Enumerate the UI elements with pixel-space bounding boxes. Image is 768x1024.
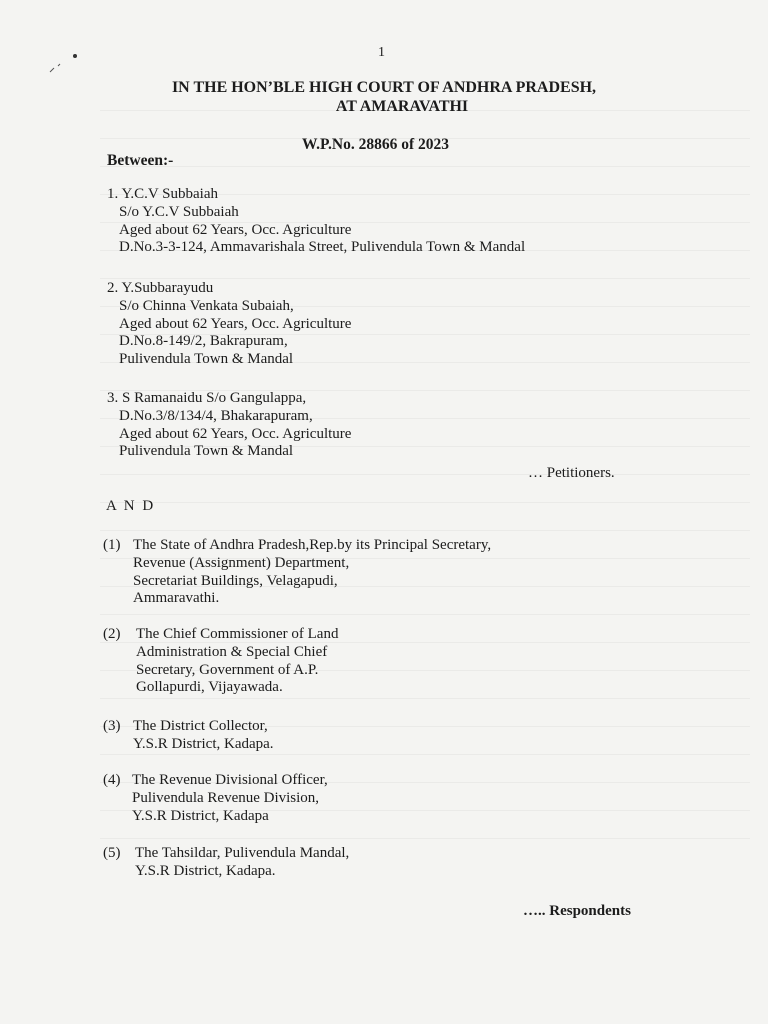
petitioner-2-line-3: Aged about 62 Years, Occ. Agriculture <box>119 315 352 332</box>
respondent-1-number: (1) <box>103 537 121 553</box>
court-title-line1: IN THE HON’BLE HIGH COURT OF ANDHRA PRADESH, <box>171 79 597 96</box>
case-number: W.P.No. 28866 of 2023 <box>302 136 449 153</box>
respondent-2-number: (2) <box>103 626 121 642</box>
respondent-1-line-1: The State of Andhra Pradesh,Rep.by its Principal Secretary, <box>133 537 492 553</box>
court-title-line2: AT AMARAVATHI <box>335 98 469 115</box>
respondent-4-line-2: Pulivendula Revenue Division, <box>132 789 320 806</box>
petitioner-3-line-3: Aged about 62 Years, Occ. Agriculture <box>119 425 352 442</box>
petitioner-2-line-5: Pulivendula Town & Mandal <box>119 351 294 368</box>
respondent-3-number: (3) <box>103 718 121 734</box>
petitioner-3-line-4: Pulivendula Town & Mandal <box>119 443 294 460</box>
respondent-2-line-3: Secretary, Government of A.P. <box>136 661 319 678</box>
page-number: 1 <box>378 45 385 60</box>
petitioner-1-line-3: Aged about 62 Years, Occ. Agriculture <box>119 221 352 238</box>
petitioner-1-line-1: 1. Y.C.V Subbaiah <box>107 186 218 202</box>
respondent-3-line-1: The District Collector, <box>133 718 268 734</box>
respondent-2-line-2: Administration & Special Chief <box>136 643 328 660</box>
petitioner-3 <box>107 390 351 461</box>
respondent-1-line-3: Secretariat Buildings, Velagapudi, <box>133 572 338 589</box>
respondent-5-number: (5) <box>103 845 121 861</box>
petitioner-2-line-4: D.No.8-149/2, Bakrapuram, <box>119 333 288 350</box>
respondent-4-line-3: Y.S.R District, Kadapa <box>132 807 269 824</box>
respondents-label: ….. Respondents <box>523 903 631 919</box>
petitioner-2-line-1: 2. Y.Subbarayudu <box>107 280 214 296</box>
between-label: Between:- <box>107 152 174 169</box>
respondent-5-line-1: The Tahsildar, Pulivendula Mandal, <box>135 845 350 861</box>
respondent-3-line-2: Y.S.R District, Kadapa. <box>133 735 274 752</box>
petitioner-3-line-1: 3. S Ramanaidu S/o Gangulappa, <box>107 390 307 406</box>
petitioners-label: … Petitioners. <box>528 465 615 481</box>
respondent-4-number: (4) <box>103 772 121 788</box>
respondent-1-line-4: Ammaravathi. <box>133 590 220 607</box>
and-label: A N D <box>106 498 156 514</box>
respondent-2-line-4: Gollapurdi, Vijayawada. <box>136 679 283 696</box>
petitioner-1-line-2: S/o Y.C.V Subbaiah <box>119 203 239 220</box>
petitioner-2 <box>107 280 351 369</box>
respondent-5-line-2: Y.S.R District, Kadapa. <box>135 862 276 879</box>
petitioner-3-line-2: D.No.3/8/134/4, Bhakarapuram, <box>119 407 313 424</box>
respondent-1-line-2: Revenue (Assignment) Department, <box>133 554 350 571</box>
respondent-4-line-1: The Revenue Divisional Officer, <box>132 772 328 788</box>
petitioner-1 <box>107 186 525 257</box>
ink-mark <box>44 50 84 80</box>
petitioner-2-line-2: S/o Chinna Venkata Subaiah, <box>119 297 294 314</box>
respondent-2-line-1: The Chief Commissioner of Land <box>136 626 339 642</box>
petitioner-1-line-4: D.No.3-3-124, Ammavarishala Street, Pulivendula Town & Mandal <box>119 239 526 256</box>
